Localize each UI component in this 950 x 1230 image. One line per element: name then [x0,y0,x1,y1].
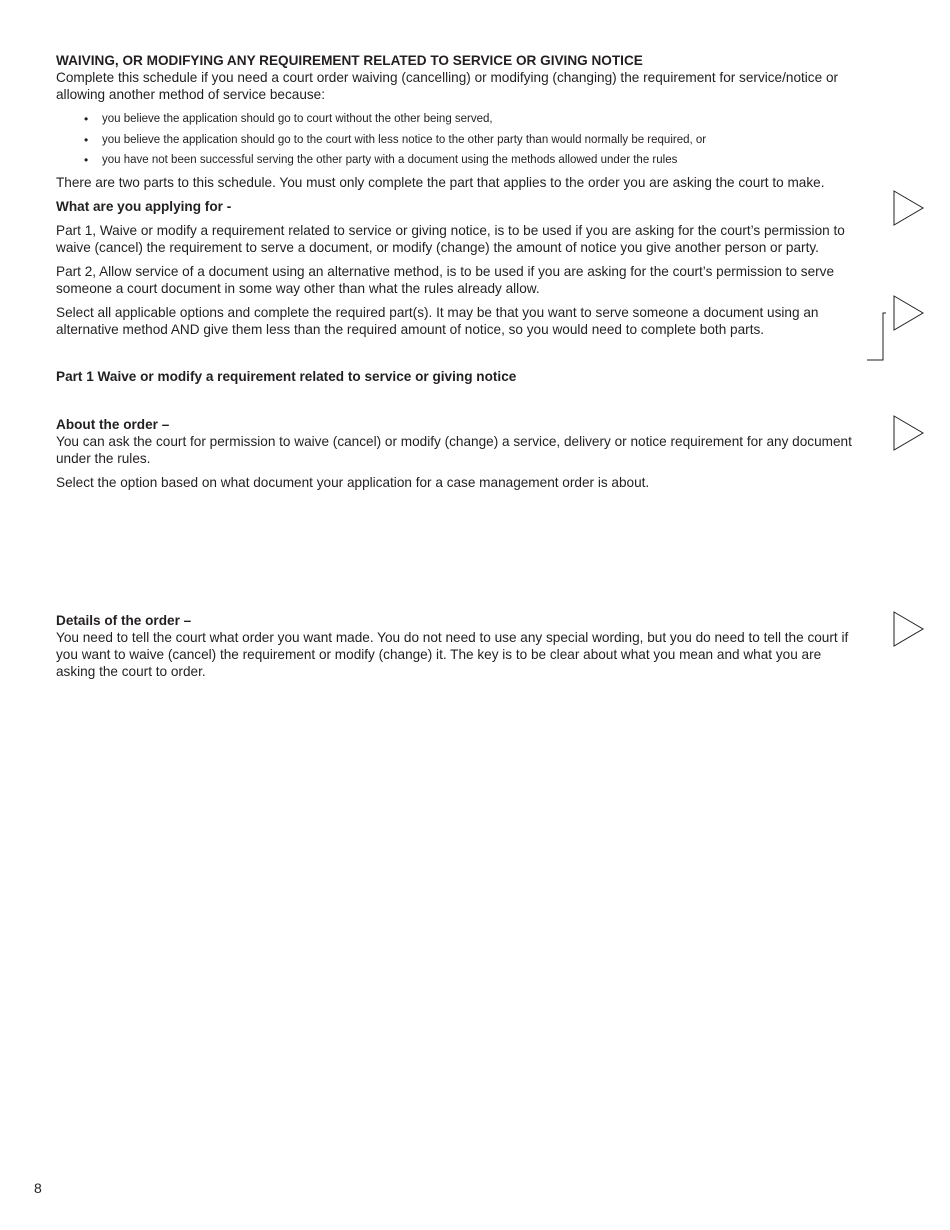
arrow-right-icon [892,414,926,452]
part2-description: Part 2, Allow service of a document using an alternative method, is to be used if you are asking for the court’s permission to serve someone a court document in some way other than what the rules already allow. [56,263,835,296]
list-item: • you believe the application should go to court without the other being served, [84,112,493,126]
select-all-note: Select all applicable options and complete the required part(s). It may be that you want to serve someone a document using an alternative method AND give them less than the required amount of notice, so you would need to complete both parts. [56,304,819,337]
about-order-text: You can ask the court for permission to waive (cancel) or modify (change) a service, delivery or notice requirement for any document under the rules. [56,433,852,466]
schedule-intro: Complete this schedule if you need a court order waiving (cancelling) or modifying (changing) the requirement for service/notice or allowing another method of service because: [56,70,839,102]
page-number: 8 [34,1180,42,1196]
bullet-icon: • [84,112,89,126]
applying-heading: What are you applying for - [56,198,232,214]
two-parts-note: There are two parts to this schedule. You must only complete the part that applies to the order you are asking the court to make. [56,174,825,190]
about-order-select-text: Select the option based on what document your application for a case management order is about. [56,474,650,490]
details-order-heading: Details of the order – [56,612,192,628]
schedule-heading: WAIVING, OR MODIFYING ANY REQUIREMENT RELATED TO SERVICE OR GIVING NOTICE [56,53,643,68]
arrow-right-icon [892,610,926,648]
arrow-right-icon [892,189,926,227]
arrow-right-icon [892,294,926,332]
about-order-heading: About the order – [56,416,170,432]
bullet-icon: • [84,153,89,167]
list-item: • you have not been successful serving the other party with a document using the methods allowed under the rules [84,153,678,167]
details-order-text: You need to tell the court what order you want made. You do not need to use any special wording, but you do need to tell the court if you want to waive (cancel) the requirement or modify (change) it. The key is to be clear about what you mean and what you are asking the court to order. [56,629,849,679]
schedule-content [56,52,856,680]
bracket-connector-icon [866,312,886,362]
bullet-icon: • [84,132,89,147]
reasons-list [56,112,856,167]
list-item: • you believe the application should go to the court with less notice to the other party than would normally be required, or [84,132,707,147]
part1-description: Part 1, Waive or modify a requirement related to service or giving notice, is to be used if you are asking for the court’s permission to waive (cancel) the requirement to serve a document, or modify (change) the amount of notice you give another person or party. [56,222,845,255]
part1-title: Part 1 Waive or modify a requirement related to service or giving notice [56,368,517,384]
